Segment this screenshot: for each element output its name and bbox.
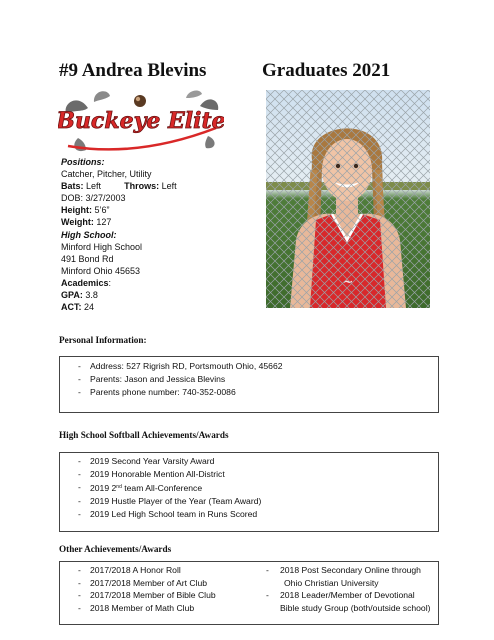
- softball-awards-title: High School Softball Achievements/Awards: [59, 430, 229, 440]
- positions-label: Positions:: [61, 157, 105, 167]
- act-value: 24: [84, 302, 95, 313]
- graduation-year: Graduates 2021: [262, 60, 391, 81]
- school-address: 491 Bond Rd: [61, 253, 114, 264]
- list-item: - 2017/2018 Member of Bible Club: [78, 590, 216, 601]
- buckeye-elite-logo: [58, 88, 224, 156]
- list-item: - Parents: Jason and Jessica Blevins: [78, 374, 226, 384]
- gpa-value: 3.8: [85, 290, 98, 301]
- list-item: - 2019 Second Year Varsity Award: [78, 456, 215, 466]
- list-item-continuation: Bible study Group (both/outside school): [280, 602, 431, 613]
- player-photo: [266, 90, 430, 308]
- list-item: - 2019 Honorable Mention All-District: [78, 469, 225, 479]
- list-item: - 2019 Hustle Player of the Year (Team Award): [78, 496, 262, 506]
- weight-label: Weight:: [61, 217, 94, 228]
- other-awards-title: Other Achievements/Awards: [59, 544, 172, 554]
- list-item: - 2018 Post Secondary Online through: [266, 565, 421, 575]
- school-name: Minford High School: [61, 241, 143, 252]
- personal-info-title: Personal Information:: [59, 335, 147, 345]
- bats-value: Left: [86, 181, 102, 192]
- player-info: [61, 156, 261, 313]
- school-city: Minford Ohio 45653: [61, 265, 141, 276]
- list-item: - 2018 Leader/Member of Devotional: [266, 590, 415, 601]
- act-label: ACT:: [61, 302, 82, 313]
- height-label: Height:: [61, 205, 92, 216]
- throws-value: Left: [161, 181, 177, 192]
- list-item-continuation: Ohio Christian University: [284, 577, 379, 588]
- logo-text: Buckeye Elite: [58, 108, 224, 134]
- high-school-label: High School:: [61, 229, 117, 240]
- positions-value: Catcher, Pitcher, Utility: [61, 169, 152, 180]
- height-value: 5’6”: [94, 205, 110, 216]
- list-item: - Parents phone number: 740-352-0086: [78, 387, 236, 397]
- bats-label: Bats:: [61, 181, 84, 192]
- softball-awards-box: [59, 452, 439, 532]
- gpa-label: GPA:: [61, 290, 83, 301]
- list-item: - 2017/2018 A Honor Roll: [78, 565, 181, 575]
- list-item: - Address: 527 Rigrish RD, Portsmouth Ohio, 45662: [78, 361, 283, 371]
- academics-colon: :: [108, 277, 112, 288]
- list-item: - 2018 Member of Math Club: [78, 602, 195, 613]
- player-name: #9 Andrea Blevins: [59, 60, 207, 81]
- personal-info-box: [59, 356, 439, 413]
- weight-value: 127: [96, 217, 112, 228]
- other-awards-box: [59, 561, 439, 625]
- list-item: - 2019 Led High School team in Runs Scored: [78, 509, 258, 519]
- throws-label: Throws:: [124, 181, 160, 192]
- list-item: - 2017/2018 Member of Art Club: [78, 577, 208, 588]
- list-item: - 2019 2nd team All-Conference: [78, 482, 203, 493]
- dob: DOB: 3/27/2003: [61, 193, 126, 204]
- academics-label: Academics: [61, 277, 109, 288]
